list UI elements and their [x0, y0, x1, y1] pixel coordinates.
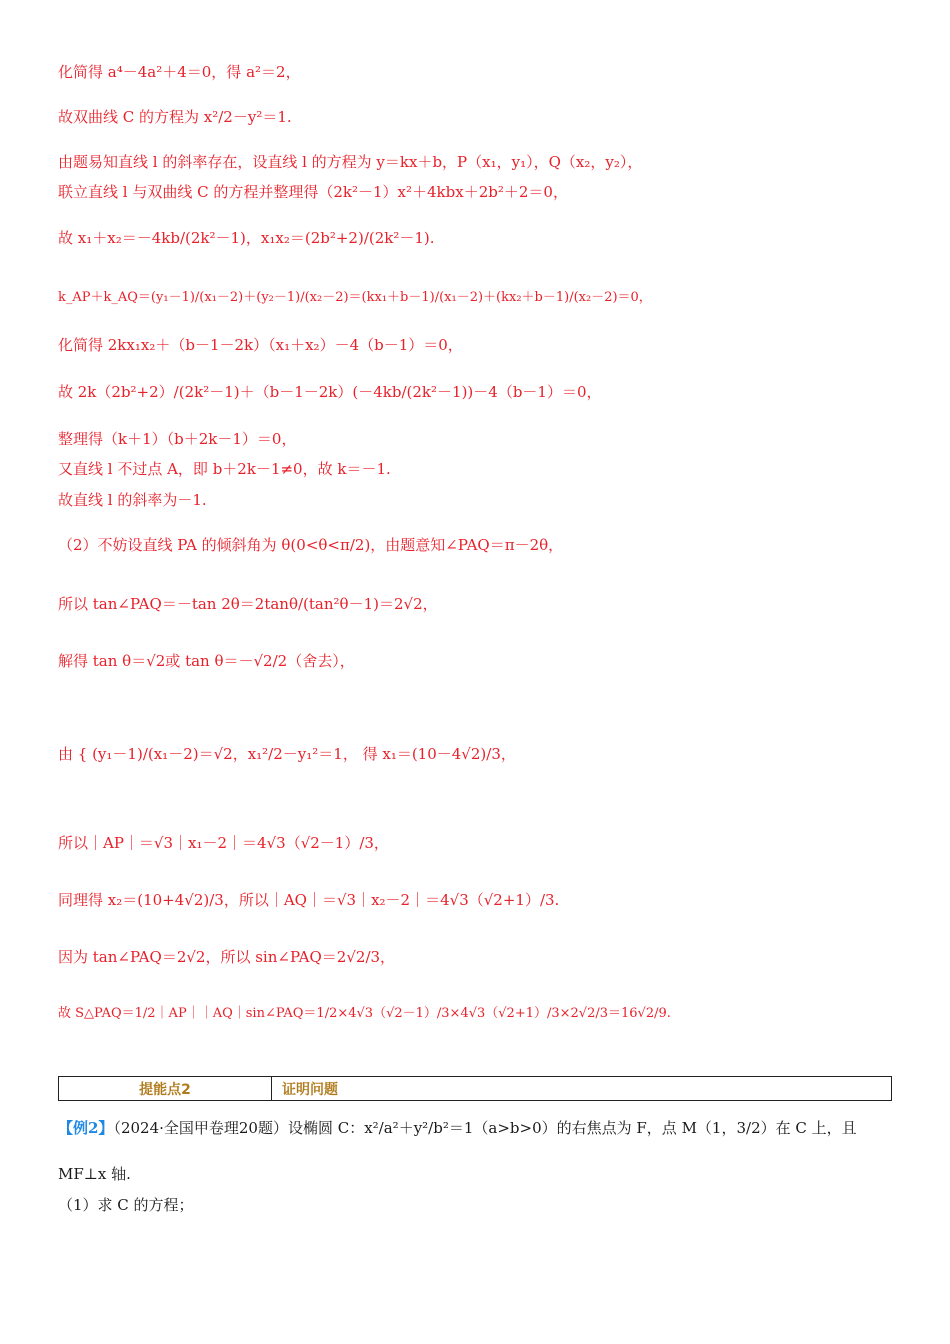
solution-line-12: （2）不妨设直线 PA 的倾斜角为 θ(0<θ<π/2)，由题意知∠PAQ＝π－2θ，: [58, 536, 564, 554]
solution-line-15: 由 { (y₁－1)/(x₁－2)＝√2，x₁²/2－y₁²＝1， 得 x₁＝(10－4√2)/3，: [58, 745, 516, 763]
solution-line-14: 解得 tan θ＝√2或 tan θ＝－√2/2（舍去），: [58, 652, 355, 670]
solution-line-18: 因为 tan∠PAQ＝2√2，所以 sin∠PAQ＝2√2/3，: [58, 948, 396, 966]
solution-line-7: 化简得 2kx₁x₂＋（b－1－2k）（x₁＋x₂）－4（b－1）＝0，: [58, 336, 463, 354]
solution-line-19: 故 S△PAQ＝1/2｜AP｜｜AQ｜sin∠PAQ＝1/2×4√3（√2－1）/3×4√3（√2+1）/3×2√2/3＝16√2/9.: [58, 1006, 671, 1021]
solution-line-6: k_AP＋k_AQ＝(y₁－1)/(x₁－2)＋(y₂－1)/(x₂－2)＝(kx₁＋b－1)/(x₁－2)＋(kx₂＋b－1)/(x₂－2)＝0，: [58, 290, 652, 305]
solution-line-2: 故双曲线 C 的方程为 x²/2－y²＝1.: [58, 108, 292, 126]
example-tag: 【例2】: [58, 1119, 114, 1137]
solution-line-1: 化简得 a⁴－4a²＋4＝0，得 a²＝2，: [58, 63, 301, 81]
solution-line-5: 故 x₁＋x₂＝－4kb/(2k²－1)，x₁x₂＝(2b²+2)/(2k²－1).: [58, 229, 435, 247]
solution-line-8: 故 2k（2b²+2）/(2k²－1)＋（b－1－2k）(－4kb/(2k²－1))－4（b－1）＝0，: [58, 383, 602, 401]
section-label: 提能点2: [59, 1077, 272, 1100]
section-title: 证明问题: [282, 1081, 338, 1098]
solution-line-9: 整理得（k＋1）（b＋2k－1）＝0，: [58, 430, 297, 448]
solution-line-16: 所以｜AP｜＝√3｜x₁－2｜＝4√3（√2－1）/3，: [58, 834, 389, 852]
example-line-1: [58, 1118, 892, 1138]
solution-line-4: 联立直线 l 与双曲线 C 的方程并整理得（2k²－1）x²＋4kbx＋2b²＋2＝0，: [58, 183, 568, 201]
solution-line-10: 又直线 l 不过点 A，即 b＋2k－1≠0，故 k＝－1.: [58, 460, 391, 478]
example-line-2: MF⊥x 轴.: [58, 1165, 131, 1183]
example-line-3: （1）求 C 的方程；: [58, 1196, 194, 1214]
solution-line-3: 由题易知直线 l 的斜率存在，设直线 l 的方程为 y＝kx＋b，P（x₁，y₁），Q（x₂，y₂），: [58, 153, 643, 171]
solution-line-11: 故直线 l 的斜率为－1.: [58, 491, 207, 509]
section-header-table: [58, 1076, 892, 1101]
solution-line-13: 所以 tan∠PAQ＝－tan 2θ＝2tanθ/(tan²θ－1)＝2√2，: [58, 595, 438, 613]
solution-line-17: 同理得 x₂＝(10+4√2)/3，所以｜AQ｜＝√3｜x₂－2｜＝4√3（√2+1）/3.: [58, 891, 560, 909]
example-text-1: （2024·全国甲卷理20题）设椭圆 C：x²/a²＋y²/b²＝1（a>b>0）的右焦点为 F，点 M（1，3/2）在 C 上，且: [113, 1119, 857, 1137]
